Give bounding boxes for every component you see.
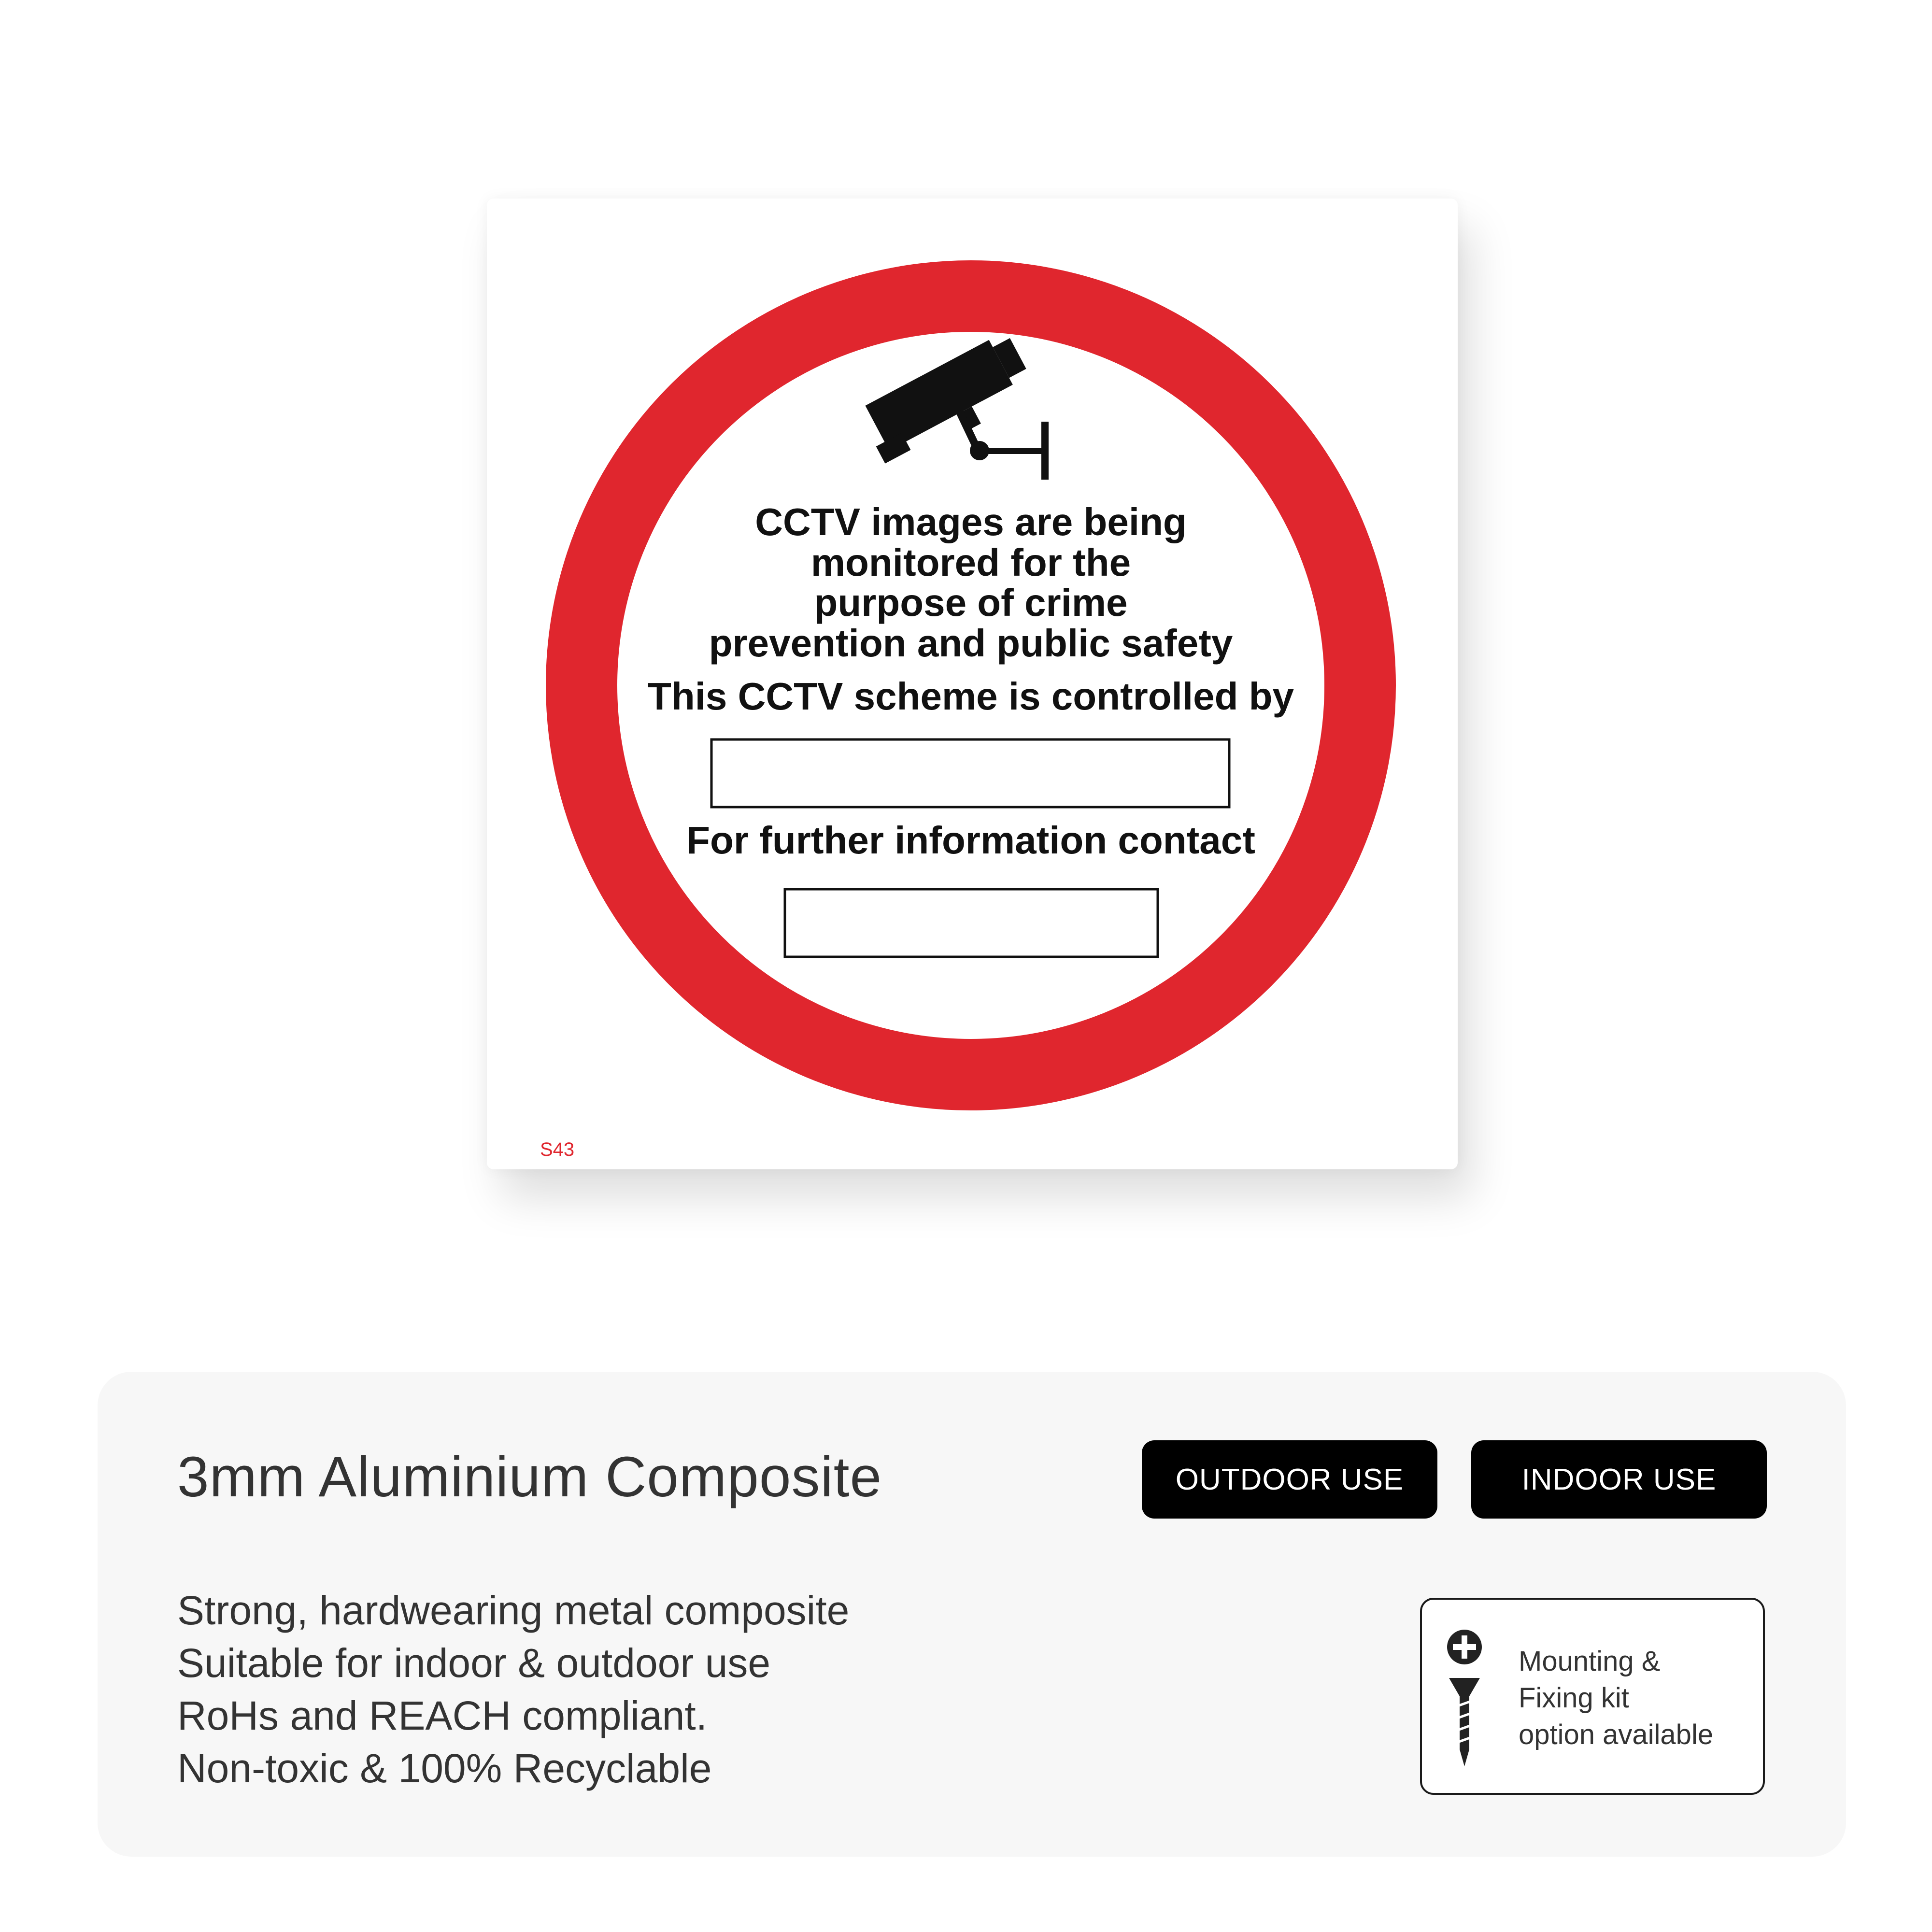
feature-list [177, 1584, 849, 1795]
mounting-kit-box [1420, 1598, 1765, 1795]
feature-item: RoHs and REACH compliant. [177, 1693, 708, 1738]
sign-message-line: monitored for the [810, 541, 1131, 584]
indoor-use-badge: INDOOR USE [1471, 1440, 1767, 1519]
sign-contact: For further information contact [686, 819, 1255, 862]
cctv-sign [487, 199, 1458, 1169]
outdoor-use-badge: OUTDOOR USE [1142, 1440, 1437, 1519]
kit-text-line: option available [1519, 1719, 1714, 1750]
sign-message-line: prevention and public safety [709, 622, 1233, 665]
sign-controlled-by: This CCTV scheme is controlled by [647, 675, 1294, 718]
sign-panel [487, 199, 1458, 1169]
product-info-card [98, 1372, 1846, 1857]
controlled-by-blank-box [711, 739, 1229, 807]
feature-item: Suitable for indoor & outdoor use [177, 1640, 771, 1686]
kit-text-line: Fixing kit [1519, 1682, 1629, 1714]
feature-item: Non-toxic & 100% Recyclable [177, 1746, 712, 1791]
cctv-camera-icon [857, 331, 1049, 480]
sign-message-line: purpose of crime [814, 581, 1128, 624]
sign-message-line: CCTV images are being [755, 500, 1187, 543]
kit-text-line: Mounting & [1519, 1646, 1661, 1677]
screw-icon [1445, 1629, 1484, 1769]
material-title: 3mm Aluminium Composite [177, 1445, 882, 1509]
sign-code: S43 [540, 1139, 575, 1160]
contact-blank-box [785, 889, 1158, 957]
feature-item: Strong, hardwearing metal composite [177, 1588, 850, 1633]
mounting-kit-text [1519, 1643, 1713, 1753]
